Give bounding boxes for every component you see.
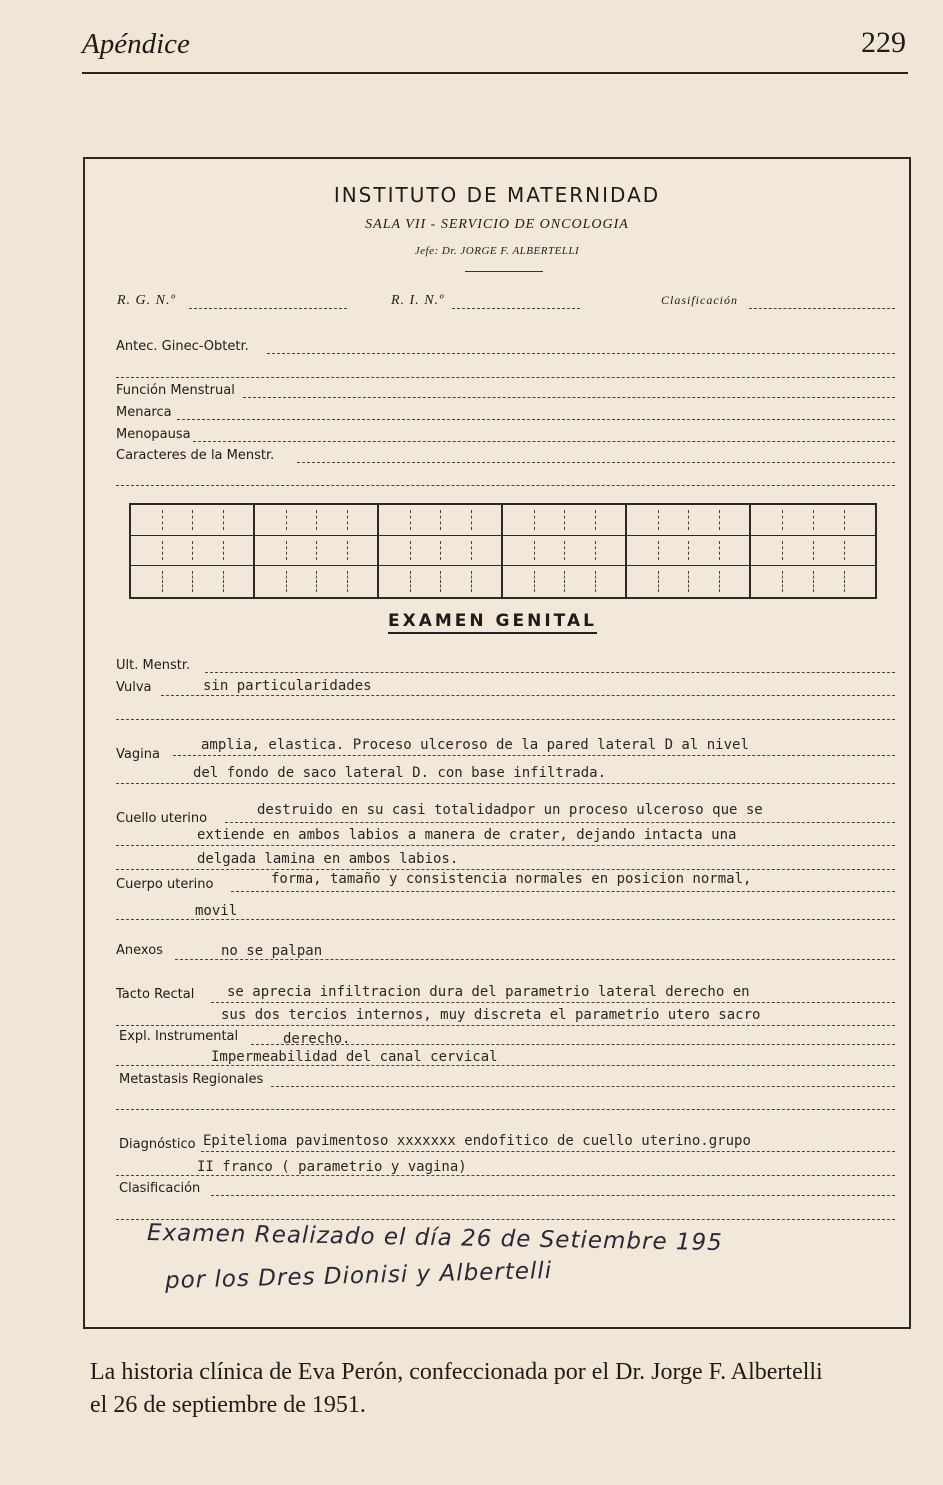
- header-rule: [82, 72, 908, 74]
- blank-line: [116, 719, 895, 720]
- cuerpo-label: Cuerpo uterino: [116, 877, 214, 892]
- blank-line: [116, 377, 895, 378]
- caption: [90, 1356, 920, 1422]
- vulva-text: sin particularidades: [203, 678, 372, 694]
- clinical-form: [83, 157, 911, 1329]
- rg-label: R. G. N.º: [117, 293, 176, 308]
- sala-subtitle: SALA VII - SERVICIO DE ONCOLOGIA: [365, 217, 629, 232]
- grid-cell: [255, 566, 379, 597]
- rg-field: [189, 308, 347, 309]
- grid-cell: [627, 505, 751, 536]
- caption-line-1: La historia clínica de Eva Perón, confeccionada por el Dr. Jorge F. Albertelli: [90, 1359, 823, 1385]
- grid-cell: [131, 566, 255, 597]
- anexos-field: [175, 959, 895, 960]
- caracteres-field: [297, 462, 895, 463]
- grid-cell: [379, 566, 503, 597]
- menopausa-label: Menopausa: [116, 427, 191, 442]
- tacto-label: Tacto Rectal: [116, 987, 195, 1002]
- vagina-field: [173, 755, 895, 756]
- handwritten-note-2: por los Dres Dionisi y Albertelli: [164, 1257, 553, 1295]
- caption-line-2: el 26 de septiembre de 1951.: [90, 1392, 366, 1418]
- vagina-label: Vagina: [116, 747, 160, 762]
- expl-field: [251, 1044, 895, 1045]
- grid-cell: [627, 566, 751, 597]
- diagnostico-text-1: Epitelioma pavimentoso xxxxxxx endofitico de cuello uterino.grupo: [203, 1133, 751, 1149]
- section-title: Apéndice: [82, 28, 190, 60]
- grid-cell: [131, 505, 255, 536]
- handwritten-note-1: Examen Realizado el día 26 de Setiembre 195: [146, 1219, 724, 1257]
- grid-cell: [751, 536, 875, 567]
- expl-text-2: Impermeabilidad del canal cervical: [211, 1049, 498, 1065]
- grid-cell: [255, 536, 379, 567]
- antec-label: Antec. Ginec-Obtetr.: [116, 339, 249, 354]
- clasificacion-bottom-label: Clasificación: [119, 1181, 201, 1196]
- grid-cell: [751, 566, 875, 597]
- jefe-line: Jefe: Dr. JORGE F. ALBERTELLI: [414, 245, 580, 257]
- cuello-field: [225, 822, 895, 823]
- tacto-text-1: se aprecia infiltracion dura del parametrio lateral derecho en: [227, 984, 750, 1000]
- menarca-label: Menarca: [116, 405, 172, 420]
- anexos-text: no se palpan: [221, 943, 323, 959]
- antec-field: [267, 353, 895, 354]
- blank-line: [116, 1219, 895, 1220]
- grid-cell: [379, 536, 503, 567]
- menopausa-field: [193, 441, 895, 442]
- grid-cell: [503, 536, 627, 567]
- funcion-label: Función Menstrual: [116, 383, 235, 398]
- blank-line: [116, 783, 895, 784]
- page-number: 229: [861, 26, 906, 59]
- tacto-text-2: sus dos tercios internos, muy discreta el parametrio utero sacro: [221, 1007, 761, 1023]
- clasificacion-bottom-field: [211, 1195, 895, 1196]
- tacto-field: [211, 1002, 895, 1003]
- blank-line: [116, 1109, 895, 1110]
- grid-cell: [255, 505, 379, 536]
- cuello-text-2: extiende en ambos labios a manera de crater, dejando intacta una: [197, 827, 737, 843]
- cuerpo-text-1: forma, tamaño y consistencia normales en posicion normal,: [271, 871, 752, 887]
- ult-label: Ult. Menstr.: [116, 658, 191, 673]
- grid-cell: [379, 505, 503, 536]
- blank-line: [116, 845, 895, 846]
- ri-label: R. I. N.º: [391, 293, 445, 308]
- menarca-field: [177, 419, 895, 420]
- menstrual-grid: [129, 503, 877, 599]
- cuerpo-field: [231, 891, 895, 892]
- clasificacion-label: Clasificación: [661, 293, 738, 307]
- vulva-field: [161, 695, 895, 696]
- ri-field: [452, 308, 580, 309]
- metastasis-label: Metastasis Regionales: [119, 1072, 264, 1087]
- exam-title: EXAMEN GENITAL: [388, 611, 597, 634]
- diagnostico-label: Diagnóstico: [119, 1137, 196, 1152]
- caracteres-label: Caracteres de la Menstr.: [116, 448, 275, 463]
- blank-line: [116, 919, 895, 920]
- cuello-text-1: destruido en su casi totalidadpor un proceso ulceroso que se: [257, 802, 763, 818]
- blank-line: [116, 1175, 895, 1176]
- blank-line: [116, 1025, 895, 1026]
- blank-line: [116, 869, 895, 870]
- institution-title: INSTITUTO DE MATERNIDAD: [333, 183, 661, 207]
- diagnostico-text-2: II franco ( parametrio y vagina): [197, 1159, 467, 1175]
- clasificacion-field: [749, 308, 895, 309]
- cuello-label: Cuello uterino: [116, 811, 208, 826]
- funcion-field: [243, 397, 895, 398]
- vagina-text-1: amplia, elastica. Proceso ulceroso de la pared lateral D al nivel: [201, 737, 749, 753]
- grid-cell: [503, 566, 627, 597]
- grid-cell: [627, 536, 751, 567]
- vulva-label: Vulva: [116, 680, 152, 695]
- diagnostico-field: [201, 1151, 895, 1152]
- anexos-label: Anexos: [116, 943, 163, 958]
- cuello-text-3: delgada lamina en ambos labios.: [197, 851, 459, 867]
- vagina-text-2: del fondo de saco lateral D. con base infiltrada.: [193, 765, 607, 781]
- blank-line: [116, 485, 895, 486]
- expl-label: Expl. Instrumental: [119, 1029, 239, 1044]
- grid-cell: [751, 505, 875, 536]
- ult-field: [205, 672, 895, 673]
- grid-cell: [503, 505, 627, 536]
- expl-text-1: derecho.: [283, 1031, 351, 1047]
- grid-cell: [131, 536, 255, 567]
- blank-line: [116, 1065, 895, 1066]
- divider: [465, 271, 543, 272]
- metastasis-field: [271, 1086, 895, 1087]
- cuerpo-text-2: movil: [195, 903, 238, 919]
